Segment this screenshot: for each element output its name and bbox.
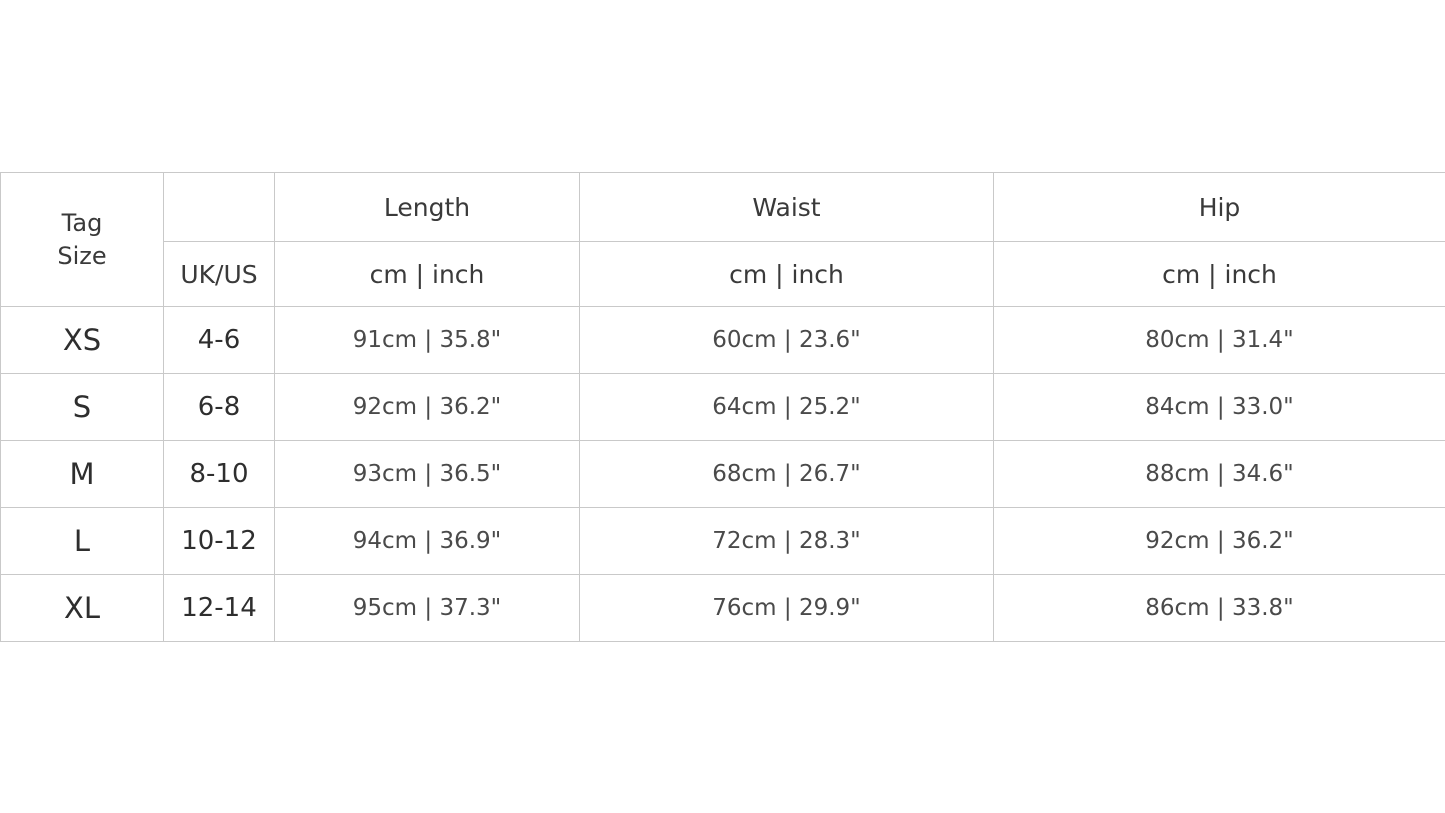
table-row [1,307,1445,374]
cell-size: S [1,374,164,441]
header-tag-size-line2: Size [57,241,107,270]
header-uk-us: UK/US [164,242,275,307]
header-group-length: Length [275,173,580,242]
cell-size: L [1,508,164,575]
cell-size: M [1,441,164,508]
cell-hip: 86cm | 33.8" [994,575,1445,642]
header-tag-size [1,173,164,307]
header-unit-length: cm | inch [275,242,580,307]
cell-waist: 68cm | 26.7" [580,441,994,508]
cell-waist: 60cm | 23.6" [580,307,994,374]
cell-uk-us: 12-14 [164,575,275,642]
header-unit-hip: cm | inch [994,242,1445,307]
cell-length: 95cm | 37.3" [275,575,580,642]
cell-waist: 76cm | 29.9" [580,575,994,642]
cell-uk-us: 6-8 [164,374,275,441]
table-row [1,575,1445,642]
cell-hip: 92cm | 36.2" [994,508,1445,575]
size-chart-table [0,172,1445,642]
table-header-row-units [1,242,1445,307]
header-blank-cell [164,173,275,242]
cell-uk-us: 10-12 [164,508,275,575]
table-row [1,508,1445,575]
cell-uk-us: 4-6 [164,307,275,374]
table-row [1,374,1445,441]
header-tag-size-line1: Tag [61,209,103,238]
cell-length: 93cm | 36.5" [275,441,580,508]
size-chart-container [0,172,1445,642]
cell-size: XL [1,575,164,642]
cell-size: XS [1,307,164,374]
cell-uk-us: 8-10 [164,441,275,508]
table-row [1,441,1445,508]
cell-hip: 88cm | 34.6" [994,441,1445,508]
table-header-row-groups [1,173,1445,242]
cell-hip: 84cm | 33.0" [994,374,1445,441]
header-group-hip: Hip [994,173,1445,242]
cell-length: 94cm | 36.9" [275,508,580,575]
cell-waist: 64cm | 25.2" [580,374,994,441]
cell-waist: 72cm | 28.3" [580,508,994,575]
cell-length: 92cm | 36.2" [275,374,580,441]
header-unit-waist: cm | inch [580,242,994,307]
cell-hip: 80cm | 31.4" [994,307,1445,374]
cell-length: 91cm | 35.8" [275,307,580,374]
header-group-waist: Waist [580,173,994,242]
